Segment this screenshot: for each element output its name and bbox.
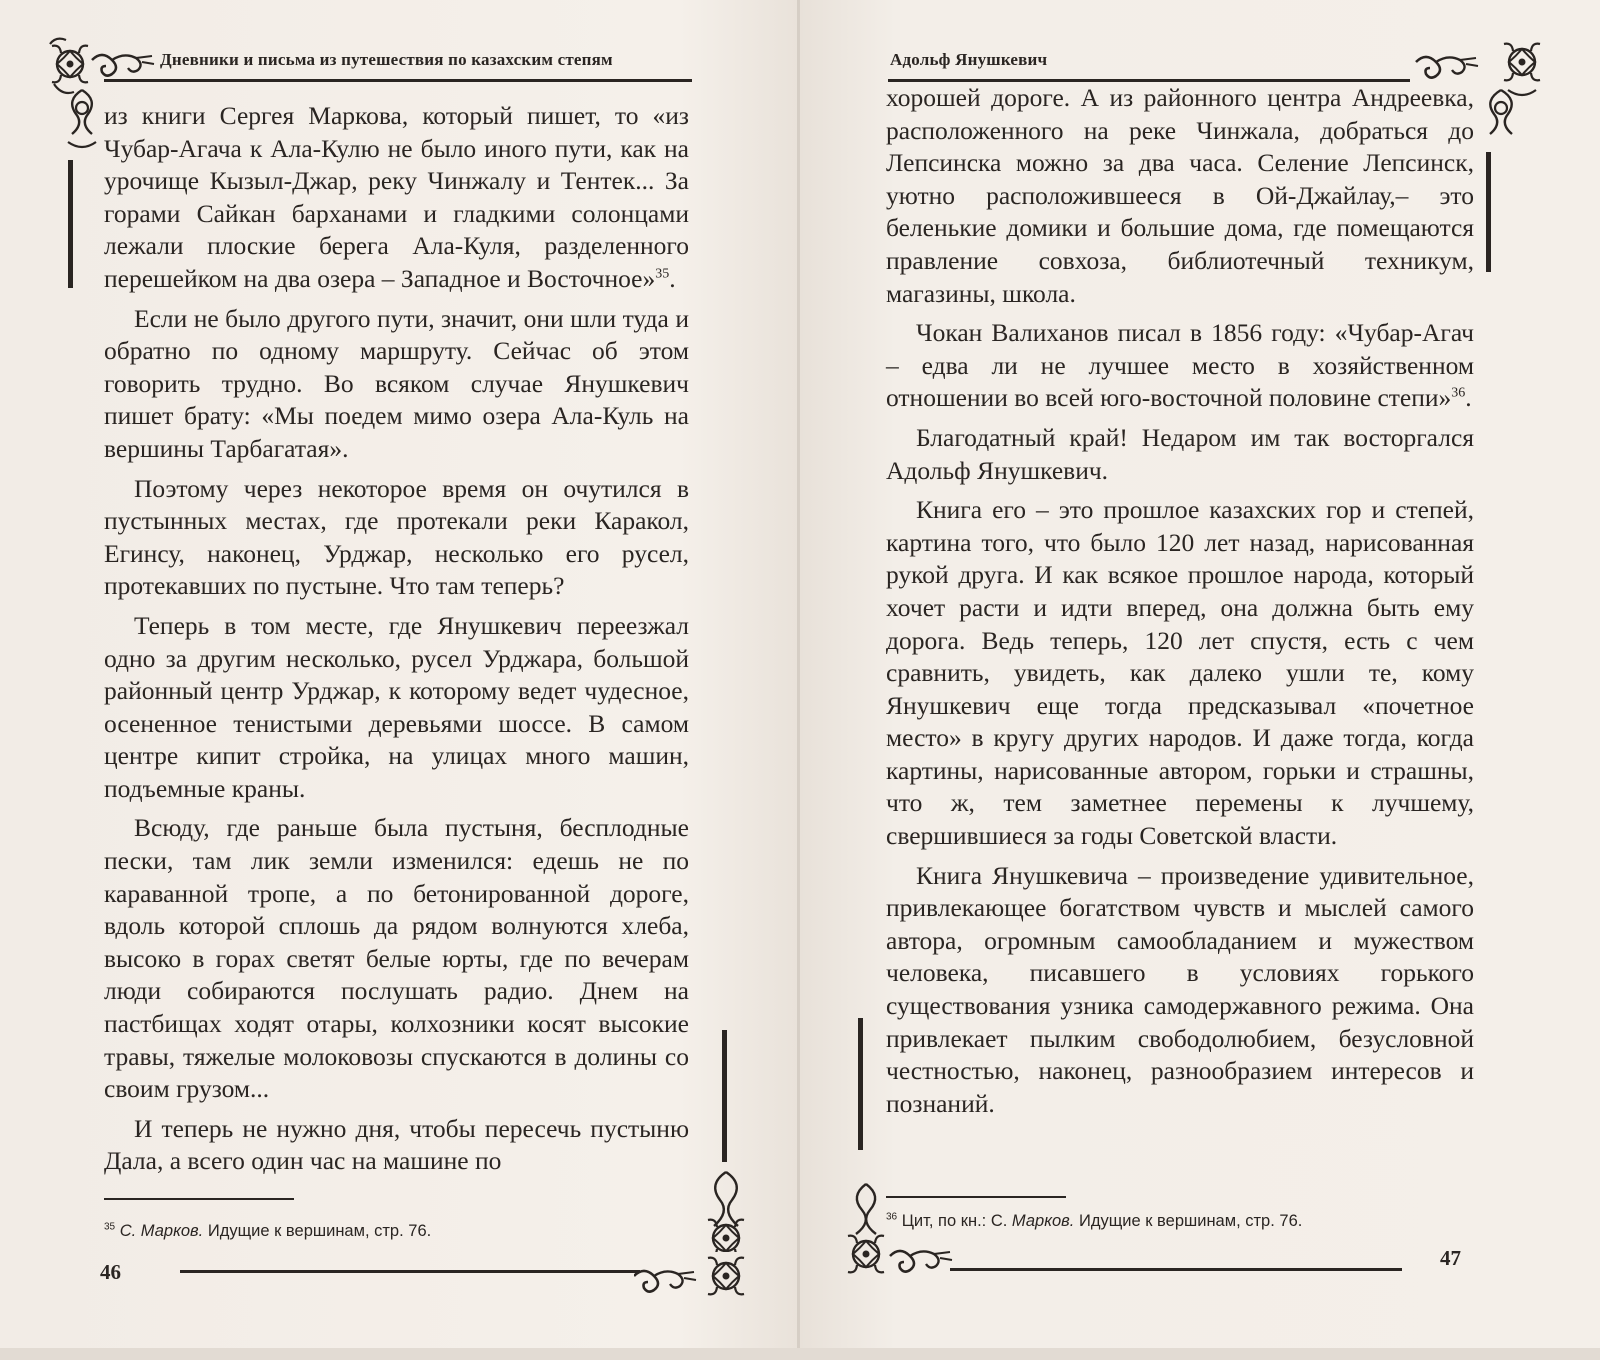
ornament-arabesque-icon bbox=[694, 1168, 758, 1252]
paragraph: Всюду, где раньше была пустыня, бесплодные пески, там лик земли изменился: едешь не по караванной тропе, а по бетонированной дороге, вдоль которой сплошь да рядом волнуются хлеба, высоко в горах светят белые юрты, где по вечерам люди собираются послушать радио. Днем на пастбищах ходят отары, колхозники косят высокие травы, тяжелые молоковозы спускаются в долины со своим грузом... bbox=[104, 813, 689, 1104]
ornament-arabesque-icon bbox=[58, 86, 106, 158]
running-header: Дневники и письма из путешествия по казахским степям bbox=[160, 50, 613, 69]
footer-rule bbox=[180, 1270, 640, 1273]
paragraph: Теперь в том месте, где Янушкевич переезжал одно за другим несколько, русел Урджара, большой районный центр Урджар, к которому ведет чудесное, осененное тенистыми деревьями шоссе. В самом центре кипит стройка, на улицах много машин, подъемные краны. bbox=[104, 610, 689, 803]
footnote-rule bbox=[886, 1196, 1066, 1198]
paragraph: Чокан Валиханов писал в 1856 году: «Чубар-Агач – едва ли не лучшее место в хозяйственном отношении во всей юго-восточной половине степи»$^{36}$. bbox=[886, 318, 1474, 413]
running-header: Адольф Янушкевич bbox=[890, 50, 1048, 69]
footnote-ref: 35 bbox=[655, 266, 670, 282]
footer-rule bbox=[950, 1268, 1402, 1271]
margin-bar bbox=[1486, 152, 1491, 272]
footnote-rule bbox=[104, 1198, 294, 1200]
paragraph: из книги Сергея Маркова, который пишет, то «из Чубар-Агача к Ала-Кулю не было иного пути, как на урочище Кызыл-Джар, реку Чинжалу и Тентек... За горами Сайкан барханами и гладкими солонцами лежали плоские берега Ала-Куля, разделенного перешейком на два озера – Западное и Восточное»$^{35}$. bbox=[104, 101, 689, 293]
right-page bbox=[800, 0, 1600, 1360]
page-number: 46 bbox=[100, 1260, 121, 1284]
footnote: $^{35}$ С. Марков. Идущие к вершинам, стр. 76. bbox=[104, 1221, 432, 1240]
left-page bbox=[0, 0, 798, 1360]
ornament-corner-icon bbox=[634, 1252, 754, 1302]
left-body-text bbox=[104, 100, 689, 1185]
margin-bar bbox=[68, 160, 73, 288]
paragraph: хорошей дороге. А из районного центра Андреевка, расположенного на реке Чинжала, добраться до Лепсинска можно за два часа. Селение Лепсинск, уютно расположившееся в Ой-Джайлау,– это беленькие домики и большие дома, где помещаются правление совхоза, библиотечный техникум, магазины, школа. bbox=[886, 83, 1474, 308]
paragraph: Благодатный край! Недаром им так восторгался Адольф Янушкевич. bbox=[886, 422, 1474, 485]
paragraph: И теперь не нужно дня, чтобы пересечь пустыню Дала, а всего один час на машине по bbox=[104, 1113, 689, 1176]
header-rule bbox=[104, 79, 692, 82]
margin-bar bbox=[722, 1030, 727, 1162]
paragraph: Поэтому через некоторое время он очутился в пустынных местах, где протекали реки Каракол, Егинсу, наконец, Урджар, несколько его русел, протекавших по пустыне. Что там теперь? bbox=[104, 473, 689, 601]
paragraph: Книга Янушкевича – произведение удивительное, привлекающее богатством чувств и мыслей самого автора, огромным самообладанием и мужеством человека, писавшего в условиях горького существования узника самодержавного режима. Она привлекает пылким свободолюбием, безусловной честностью, наконец, разнообразием интересов и познаний. bbox=[886, 860, 1474, 1118]
ornament-arabesque-icon bbox=[1476, 86, 1526, 150]
page-number: 47 bbox=[1440, 1246, 1461, 1270]
paragraph: Если не было другого пути, значит, они шли туда и обратно по одному маршруту. Сейчас об этом говорить трудно. Во всяком случае Янушкевич пишет брату: «Мы поедем мимо озера Ала-Куль на вершины Тарбагатая». bbox=[104, 303, 689, 463]
footnote: $^{36}$ Цит, по кн.: С. Марков. Идущие к вершинам, стр. 76. bbox=[886, 1211, 1303, 1230]
paragraph: Книга его – это прошлое казахских гор и степей, картина того, что было 120 лет назад, нарисованная рукой друга. И как всякое прошлое народа, который хочет расти и идти вперед, она должна быть ему дорога. Ведь теперь, 120 лет спустя, есть с чем сравнить, увидеть, как далеко ушли те, кому Янушкевич еще тогда предсказывал «почетное место» в кругу других народов. И даже тогда, когда картины, нарисованные автором, горьки и страшны, что ж, тем заметнее перемены к лучшему, свершившиеся за годы Советской власти. bbox=[886, 495, 1474, 851]
footnote-ref: 36 bbox=[1451, 385, 1466, 401]
right-body-text bbox=[886, 82, 1474, 1127]
page-bottom-edge bbox=[0, 1348, 1600, 1360]
margin-bar bbox=[858, 1018, 863, 1150]
